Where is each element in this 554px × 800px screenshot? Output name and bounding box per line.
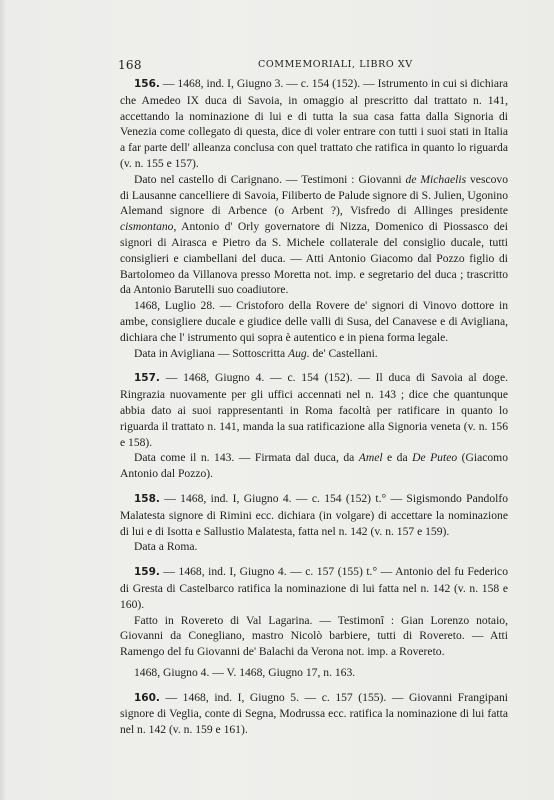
text-run: de' Castellani. — [309, 346, 378, 360]
text-run: (Giacomo Antonio dal Pozzo). — [120, 451, 508, 481]
entry-text: — 1468, Giugno 4. — c. 154 (152). — Il duca di Savoia al doge. Ringrazia nuovamente per gli uffici accennati nel n. 143 ; dice che quantunque abbia dato ai suoi rappresentanti in Roma facoltà per ratificare in quanto lo riguarda il trattato n. 141, manda la sua ratificazione alla Signoria veneta (v. n. 156 e 158). — [120, 371, 508, 449]
entry-157-dating — [120, 450, 508, 482]
entry-text: — 1468, ind. I, Giugno 3. — c. 154 (152). — Istrumento in cui si dichiara che Amedeo IX duca di Savoia, in omaggio al prescritto dal trattato n. 141, accettando la nominazione di lui e di tutta la sua casa fatta dalla Signoria di Venezia come collegato di questa, dice di voler entrare con tutti i suoi stati in Italia a far parte dell' alleanza conclusa con quel trattato che ratifica in quanto lo riguarda (v. n. 155 e 157). — [120, 77, 508, 170]
entry-number: 159. — [134, 566, 160, 579]
entry-157-paragraph — [120, 370, 508, 450]
text-run: , Antonio d' Orly governatore di Nizza, Domenico di Piossasco dei signori di Airasca e Pietro da S. Michele collaterale del consiglio ducale, tutti consiglieri e ciambellani del duca. — Atti Antonio Giacomo dal Pozzo figlio di Bartolomeo da Villanova presso Moretta not. imp. e segretario del duca ; trascritto da Antonio Barutelli suo coadiutore. — [120, 220, 508, 297]
entry-text: — 1468, ind. I, Giugno 5. — c. 157 (155). — Giovanni Frangipani signore di Veglia, conte di Segna, Modrussa ecc. ratifica la nominazione di lui fatta nel n. 142 (v. n. 159 e 161). — [120, 690, 508, 737]
entry-159-witnesses: Fatto in Rovereto di Val Lagarina. — Testimonî : Gian Lorenzo notaio, Giovanni da Conegliano, mastro Nicolò barbiere, tutti di Rovereto. — Atti Ramengo del fu Giovanni de' Balachi da Verona not. imp. a Rovereto. — [120, 613, 508, 659]
entry-number: 158. — [134, 492, 160, 505]
entry-156-attestation: 1468, Luglio 28. — Cristoforo della Rovere de' signori di Vinovo dottore in ambe, consigliere ducale e giudice delle valli di Susa, del Canavese e di Avigliana, dichiara che l' istrumento qui sopra è autentico e in piena forma legale. — [120, 299, 508, 344]
italic-run: de Michaelis — [405, 172, 467, 186]
entry-number: 157. — [134, 372, 160, 385]
entry-number: 156. — [134, 78, 160, 90]
page-number: 168 — [118, 58, 142, 72]
italic-run: Aug. — [288, 346, 310, 360]
entry-text: — 1468, ind. I, Giugno 4. — c. 157 (155) t.° — Antonio del fu Federico di Gresta di Castelbarco ratifica la nominazione di lui fatta nel n. 142 (v. n. 158 e 160). — [120, 565, 508, 611]
running-head: COMMEMORIALI, LIBRO XV — [258, 59, 413, 70]
entry-156-dating — [120, 346, 508, 362]
text-run: e da — [382, 451, 413, 465]
page-header — [118, 58, 516, 74]
entry-number: 160. — [134, 691, 160, 704]
text-run: Data come il n. 143. — Firmata dal duca, da — [134, 451, 359, 465]
page-body — [120, 76, 508, 738]
entry-158-paragraph — [120, 491, 508, 539]
entry-160-paragraph — [120, 690, 508, 738]
entry-158-dating: Data a Roma. — [134, 540, 198, 554]
italic-run: De Puteo — [412, 451, 458, 465]
italic-run: Amel — [358, 451, 383, 465]
italic-run: cismontano — [120, 220, 174, 234]
entry-159-paragraph — [120, 564, 508, 612]
text-run: vescovo di Lausanne cancelliere di Savoia, Filiberto de Palude signore di S. Julien, Ugonino Alemand signore di Arbence (o Arbent ?), Visfredo di Allinges presidente — [120, 172, 508, 218]
entry-159-crossref: 1468, Giugno 4. — V. 1468, Giugno 17, n. 163. — [134, 665, 356, 679]
entry-text: — 1468, ind. I, Giugno 4. — c. 154 (152) t.° — Sigismondo Pandolfo Malatesta signore di Rimini ecc. dichiara (in volgare) di accettare la nominazione di lui e di Isotta e Sallustio Malatesta, fatta nel n. 142 (v. n. 157 e 159). — [120, 491, 508, 538]
text-run: Dato nel castello di Carignano. — Testimoni : Giovanni — [134, 172, 406, 186]
entry-156-paragraph — [120, 76, 508, 172]
text-run: Data in Avigliana — Sottoscritta — [134, 346, 289, 360]
entry-156-witnesses — [120, 172, 508, 298]
